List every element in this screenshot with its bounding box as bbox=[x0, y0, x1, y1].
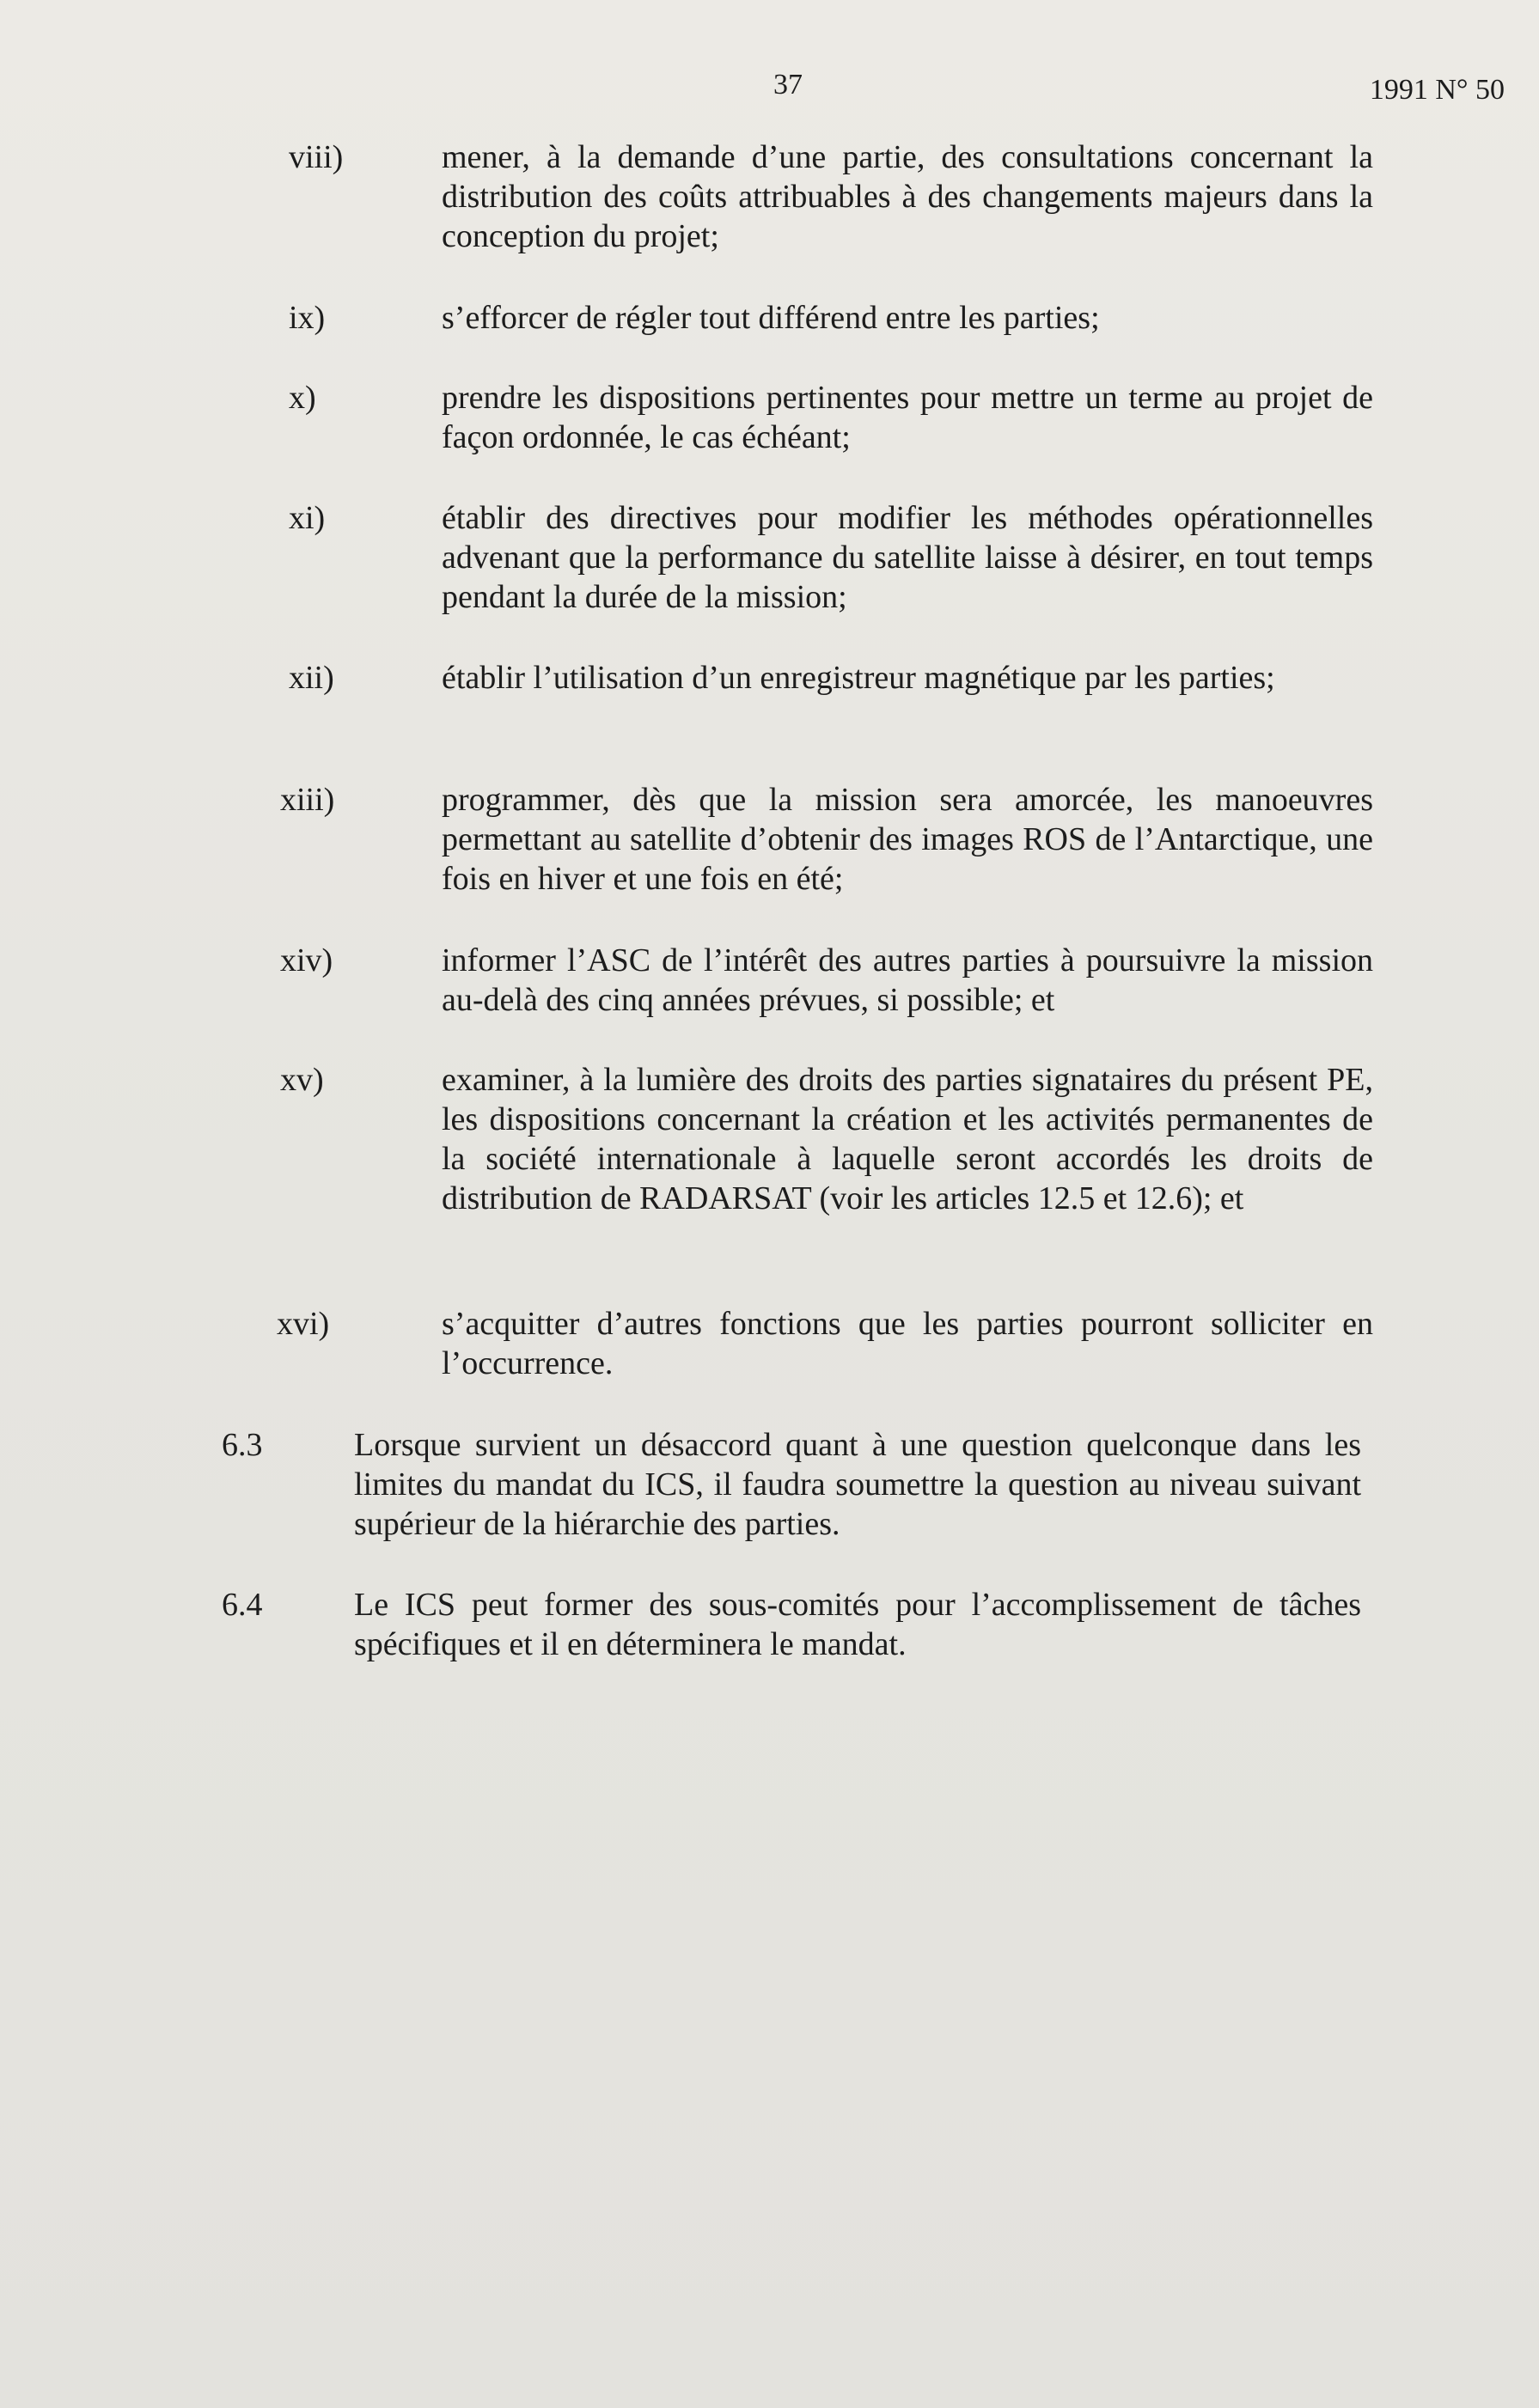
section-number: 6.4 bbox=[222, 1587, 263, 1623]
item-number: xv) bbox=[280, 1062, 324, 1098]
item-text: informer l’ASC de l’intérêt des autres parties à poursuivre la mission au-delà des cinq années prévues, si possible; et bbox=[442, 942, 1373, 1018]
item-text: examiner, à la lumière des droits des parties signataires du présent PE, les dispositions concernant la création et les activités permanentes de la société internationale à laquelle seront accordés les droits de distribution de RADARSAT (voir les articles 12.5 et 12.6); et bbox=[442, 1062, 1373, 1216]
item-number: xiii) bbox=[280, 782, 335, 818]
section-number: 6.3 bbox=[222, 1427, 263, 1463]
item-number: x) bbox=[289, 380, 316, 416]
item-text: établir l’utilisation d’un enregistreur magnétique par les parties; bbox=[442, 660, 1275, 696]
item-number: viii) bbox=[289, 139, 344, 175]
item-number: xi) bbox=[289, 500, 326, 536]
item-text: prendre les dispositions pertinentes pour mettre un terme au projet de façon ordonnée, le cas échéant; bbox=[442, 380, 1373, 455]
page-number: 37 bbox=[773, 69, 803, 101]
document-reference: 1991 N° 50 bbox=[1369, 74, 1505, 106]
section-text: Le ICS peut former des sous-comités pour l’accomplissement de tâches spécifiques et il en déterminera le mandat. bbox=[354, 1587, 1361, 1662]
item-text: mener, à la demande d’une partie, des consultations concernant la distribution des coûts attribuables à des changements majeurs dans la conception du projet; bbox=[442, 139, 1373, 254]
item-text: s’acquitter d’autres fonctions que les parties pourront solliciter en l’occurrence. bbox=[442, 1306, 1373, 1381]
item-number: xiv) bbox=[280, 942, 333, 978]
item-number: ix) bbox=[289, 300, 326, 336]
item-number: xii) bbox=[289, 660, 334, 696]
section-text: Lorsque survient un désaccord quant à une question quelconque dans les limites du mandat du ICS, il faudra soumettre la question au niveau suivant supérieur de la hiérarchie des parties. bbox=[354, 1427, 1361, 1542]
item-text: établir des directives pour modifier les méthodes opérationnelles advenant que la performance du satellite laisse à désirer, en tout temps pendant la durée de la mission; bbox=[442, 500, 1373, 615]
item-text: programmer, dès que la mission sera amorcée, les manoeuvres permettant au satellite d’obtenir des images ROS de l’Antarctique, une fois en hiver et une fois en été; bbox=[442, 782, 1373, 897]
item-text: s’efforcer de régler tout différend entre les parties; bbox=[442, 300, 1100, 336]
item-number: xvi) bbox=[277, 1306, 330, 1342]
